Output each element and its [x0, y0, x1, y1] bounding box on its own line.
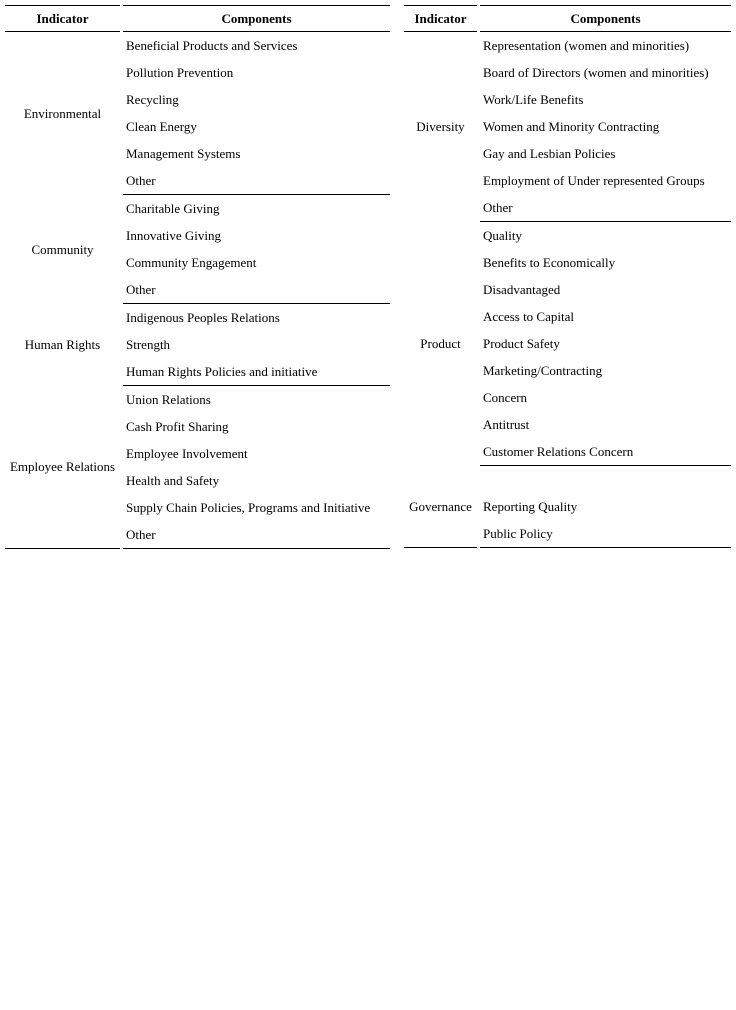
component-cell: Indigenous Peoples Relations — [126, 310, 280, 325]
component-cell: Employee Involvement — [126, 446, 248, 461]
table-row — [5, 386, 390, 414]
empty-component-cell — [480, 466, 731, 494]
indicator-diversity: Diversity — [416, 119, 465, 135]
indicator-human-rights: Human Rights — [24, 337, 101, 352]
component-cell: Other — [480, 194, 731, 222]
component-cell: Beneficial Products and Services — [126, 38, 298, 53]
table-row — [404, 32, 731, 60]
component-cell: Public Policy — [480, 520, 731, 548]
component-cell: Other — [123, 276, 390, 304]
indicator-header: Indicator — [5, 6, 120, 32]
component-cell: Cash Profit Sharing — [126, 419, 229, 434]
component-cell: Management Systems — [126, 146, 241, 161]
indicator-community: Community — [31, 241, 94, 257]
component-cell: Board of Directors (women and minorities) — [483, 65, 709, 80]
component-cell: Clean Energy — [126, 119, 197, 134]
component-cell: Supply Chain Policies, Programs and Initiative — [126, 500, 371, 515]
table-row — [404, 222, 731, 250]
component-cell: Representation (women and minorities) — [483, 38, 690, 53]
indicator-table-left — [5, 5, 390, 549]
header-row — [404, 6, 731, 32]
indicator-header: Indicator — [404, 6, 477, 32]
component-cell: Benefits to Economically — [483, 255, 616, 270]
component-cell: Recycling — [126, 92, 179, 107]
table-row — [5, 32, 390, 60]
component-cell: Other — [123, 167, 390, 195]
indicator-environmental: Environmental — [23, 105, 102, 121]
indicator-product: Product — [420, 336, 461, 351]
component-cell: Product Safety — [483, 336, 560, 351]
components-header: Components — [480, 6, 731, 32]
header-row — [5, 6, 390, 32]
component-cell: Reporting Quality — [483, 499, 578, 514]
component-cell: Concern — [483, 390, 528, 405]
indicator-table-right — [404, 5, 731, 548]
component-cell: Access to Capital — [483, 309, 574, 324]
table-row — [404, 466, 731, 494]
component-cell: Strength — [126, 337, 171, 352]
component-cell: Disadvantaged — [483, 282, 561, 297]
component-cell: Women and Minority Contracting — [483, 119, 660, 134]
component-cell: Work/Life Benefits — [483, 92, 584, 107]
component-cell: Employment of Under represented Groups — [483, 173, 705, 188]
component-cell: Pollution Prevention — [126, 65, 234, 80]
component-cell: Quality — [483, 228, 522, 243]
indicator-governance: Governance — [404, 466, 477, 548]
component-cell: Gay and Lesbian Policies — [483, 146, 616, 161]
table-row — [5, 195, 390, 223]
component-cell: Health and Safety — [126, 473, 220, 488]
indicator-employee-relations: Employee Relations — [5, 386, 120, 549]
components-header: Components — [123, 6, 390, 32]
table-row — [5, 304, 390, 332]
component-cell: Customer Relations Concern — [480, 438, 731, 466]
component-cell: Marketing/Contracting — [483, 363, 603, 378]
component-cell: Other — [123, 521, 390, 549]
component-cell: Union Relations — [126, 392, 211, 407]
component-cell: Antitrust — [483, 417, 530, 432]
component-cell: Community Engagement — [126, 255, 257, 270]
component-cell: Human Rights Policies and initiative — [123, 358, 390, 386]
component-cell: Innovative Giving — [126, 228, 221, 243]
component-cell: Charitable Giving — [126, 201, 220, 216]
